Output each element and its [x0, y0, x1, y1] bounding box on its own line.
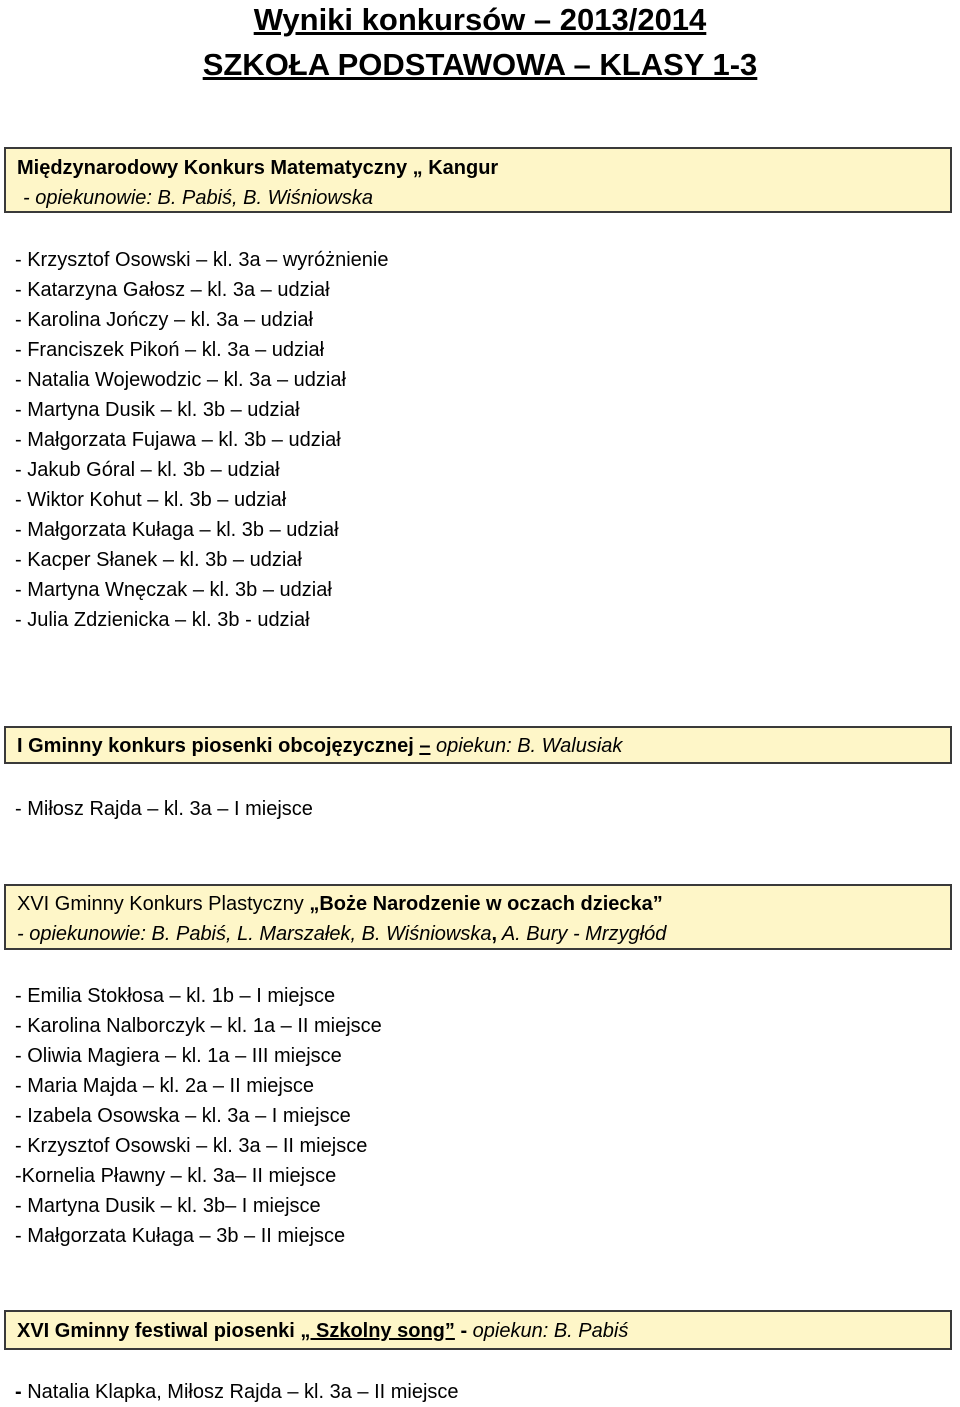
- list-item: - Małgorzata Kułaga – kl. 3b – udział: [15, 519, 339, 541]
- list-item: - Wiktor Kohut – kl. 3b – udział: [15, 489, 287, 511]
- list-item: - Martyna Dusik – kl. 3b – udział: [15, 399, 300, 421]
- results-list-school-song: [15, 1377, 459, 1407]
- results-list-foreign-song: [15, 794, 313, 824]
- list-item: - Julia Zdzienicka – kl. 3b - udział: [15, 609, 310, 631]
- list-item: - Karolina Jończy – kl. 3a – udział: [15, 309, 313, 331]
- list-item: - Karolina Nalborczyk – kl. 1a – II miejsce: [15, 1015, 382, 1037]
- list-item: - Katarzyna Gałosz – kl. 3a – udział: [15, 279, 330, 301]
- list-item: - Małgorzata Kułaga – 3b – II miejsce: [15, 1225, 346, 1247]
- list-item: - Jakub Góral – kl. 3b – udział: [15, 459, 280, 481]
- list-item: - Małgorzata Fujawa – kl. 3b – udział: [15, 429, 341, 451]
- section-title: XVI Gminny festiwal piosenki: [17, 1320, 301, 1342]
- section-guardians: opiekun: B. Walusiak: [436, 735, 623, 757]
- section-guardians: opiekun: B. Pabiś: [472, 1320, 629, 1342]
- section-guardians: - opiekunowie: B. Pabiś, L. Marszałek, B. Wiśniowska: [17, 923, 492, 945]
- list-item: -Kornelia Pławny – kl. 3a– II miejsce: [15, 1165, 337, 1187]
- list-item: - Oliwia Magiera – kl. 1a – III miejsce: [15, 1045, 342, 1067]
- section-header-kangur: [4, 147, 952, 213]
- section-title: XVI Gminny Konkurs Plastyczny: [17, 893, 310, 915]
- list-item: - Izabela Osowska – kl. 3a – I miejsce: [15, 1105, 351, 1127]
- list-item: - Miłosz Rajda – kl. 3a – I miejsce: [15, 798, 313, 820]
- list-item: - Martyna Dusik – kl. 3b– I miejsce: [15, 1195, 321, 1217]
- guardians-separator: ,: [491, 923, 498, 945]
- list-item: - Krzysztof Osowski – kl. 3a – II miejsce: [15, 1135, 368, 1157]
- section-title: I Gminny konkurs piosenki obcojęzycznej: [17, 735, 414, 757]
- section-dash: -: [454, 1320, 473, 1342]
- section-title-quote: „Boże Narodzenie w oczach dziecka”: [309, 893, 663, 915]
- list-item-dash: -: [15, 1381, 22, 1403]
- section-guardians-extra: A. Bury - Mrzygłód: [497, 923, 667, 945]
- list-item: - Emilia Stokłosa – kl. 1b – I miejsce: [15, 985, 336, 1007]
- section-title-quote: „ Szkolny song”: [300, 1320, 455, 1342]
- section-title: Międzynarodowy Konkurs Matematyczny „ Kangur: [17, 157, 499, 179]
- section-header-school-song: [4, 1310, 952, 1350]
- list-item: [15, 1377, 459, 1407]
- list-item-text: Natalia Klapka, Miłosz Rajda – kl. 3a – II miejsce: [21, 1381, 459, 1403]
- section-header-foreign-song: [4, 726, 952, 764]
- list-item: - Maria Majda – kl. 2a – II miejsce: [15, 1075, 314, 1097]
- list-item: - Martyna Wnęczak – kl. 3b – udział: [15, 579, 332, 601]
- list-item: - Krzysztof Osowski – kl. 3a – wyróżnienie: [15, 249, 389, 271]
- page-subtitle: SZKOŁA PODSTAWOWA – KLASY 1-3: [202, 47, 758, 82]
- list-item: - Franciszek Pikoń – kl. 3a – udział: [15, 339, 325, 361]
- results-list-kangur: [15, 245, 388, 635]
- results-list-art-contest: [15, 981, 382, 1251]
- section-dash: –: [419, 735, 431, 757]
- page-title: Wyniki konkursów – 2013/2014: [253, 2, 707, 37]
- list-item: - Natalia Wojewodzic – kl. 3a – udział: [15, 369, 346, 391]
- section-header-art-contest: [4, 884, 952, 950]
- list-item: - Kacper Słanek – kl. 3b – udział: [15, 549, 302, 571]
- section-guardians: - opiekunowie: B. Pabiś, B. Wiśniowska: [23, 187, 373, 209]
